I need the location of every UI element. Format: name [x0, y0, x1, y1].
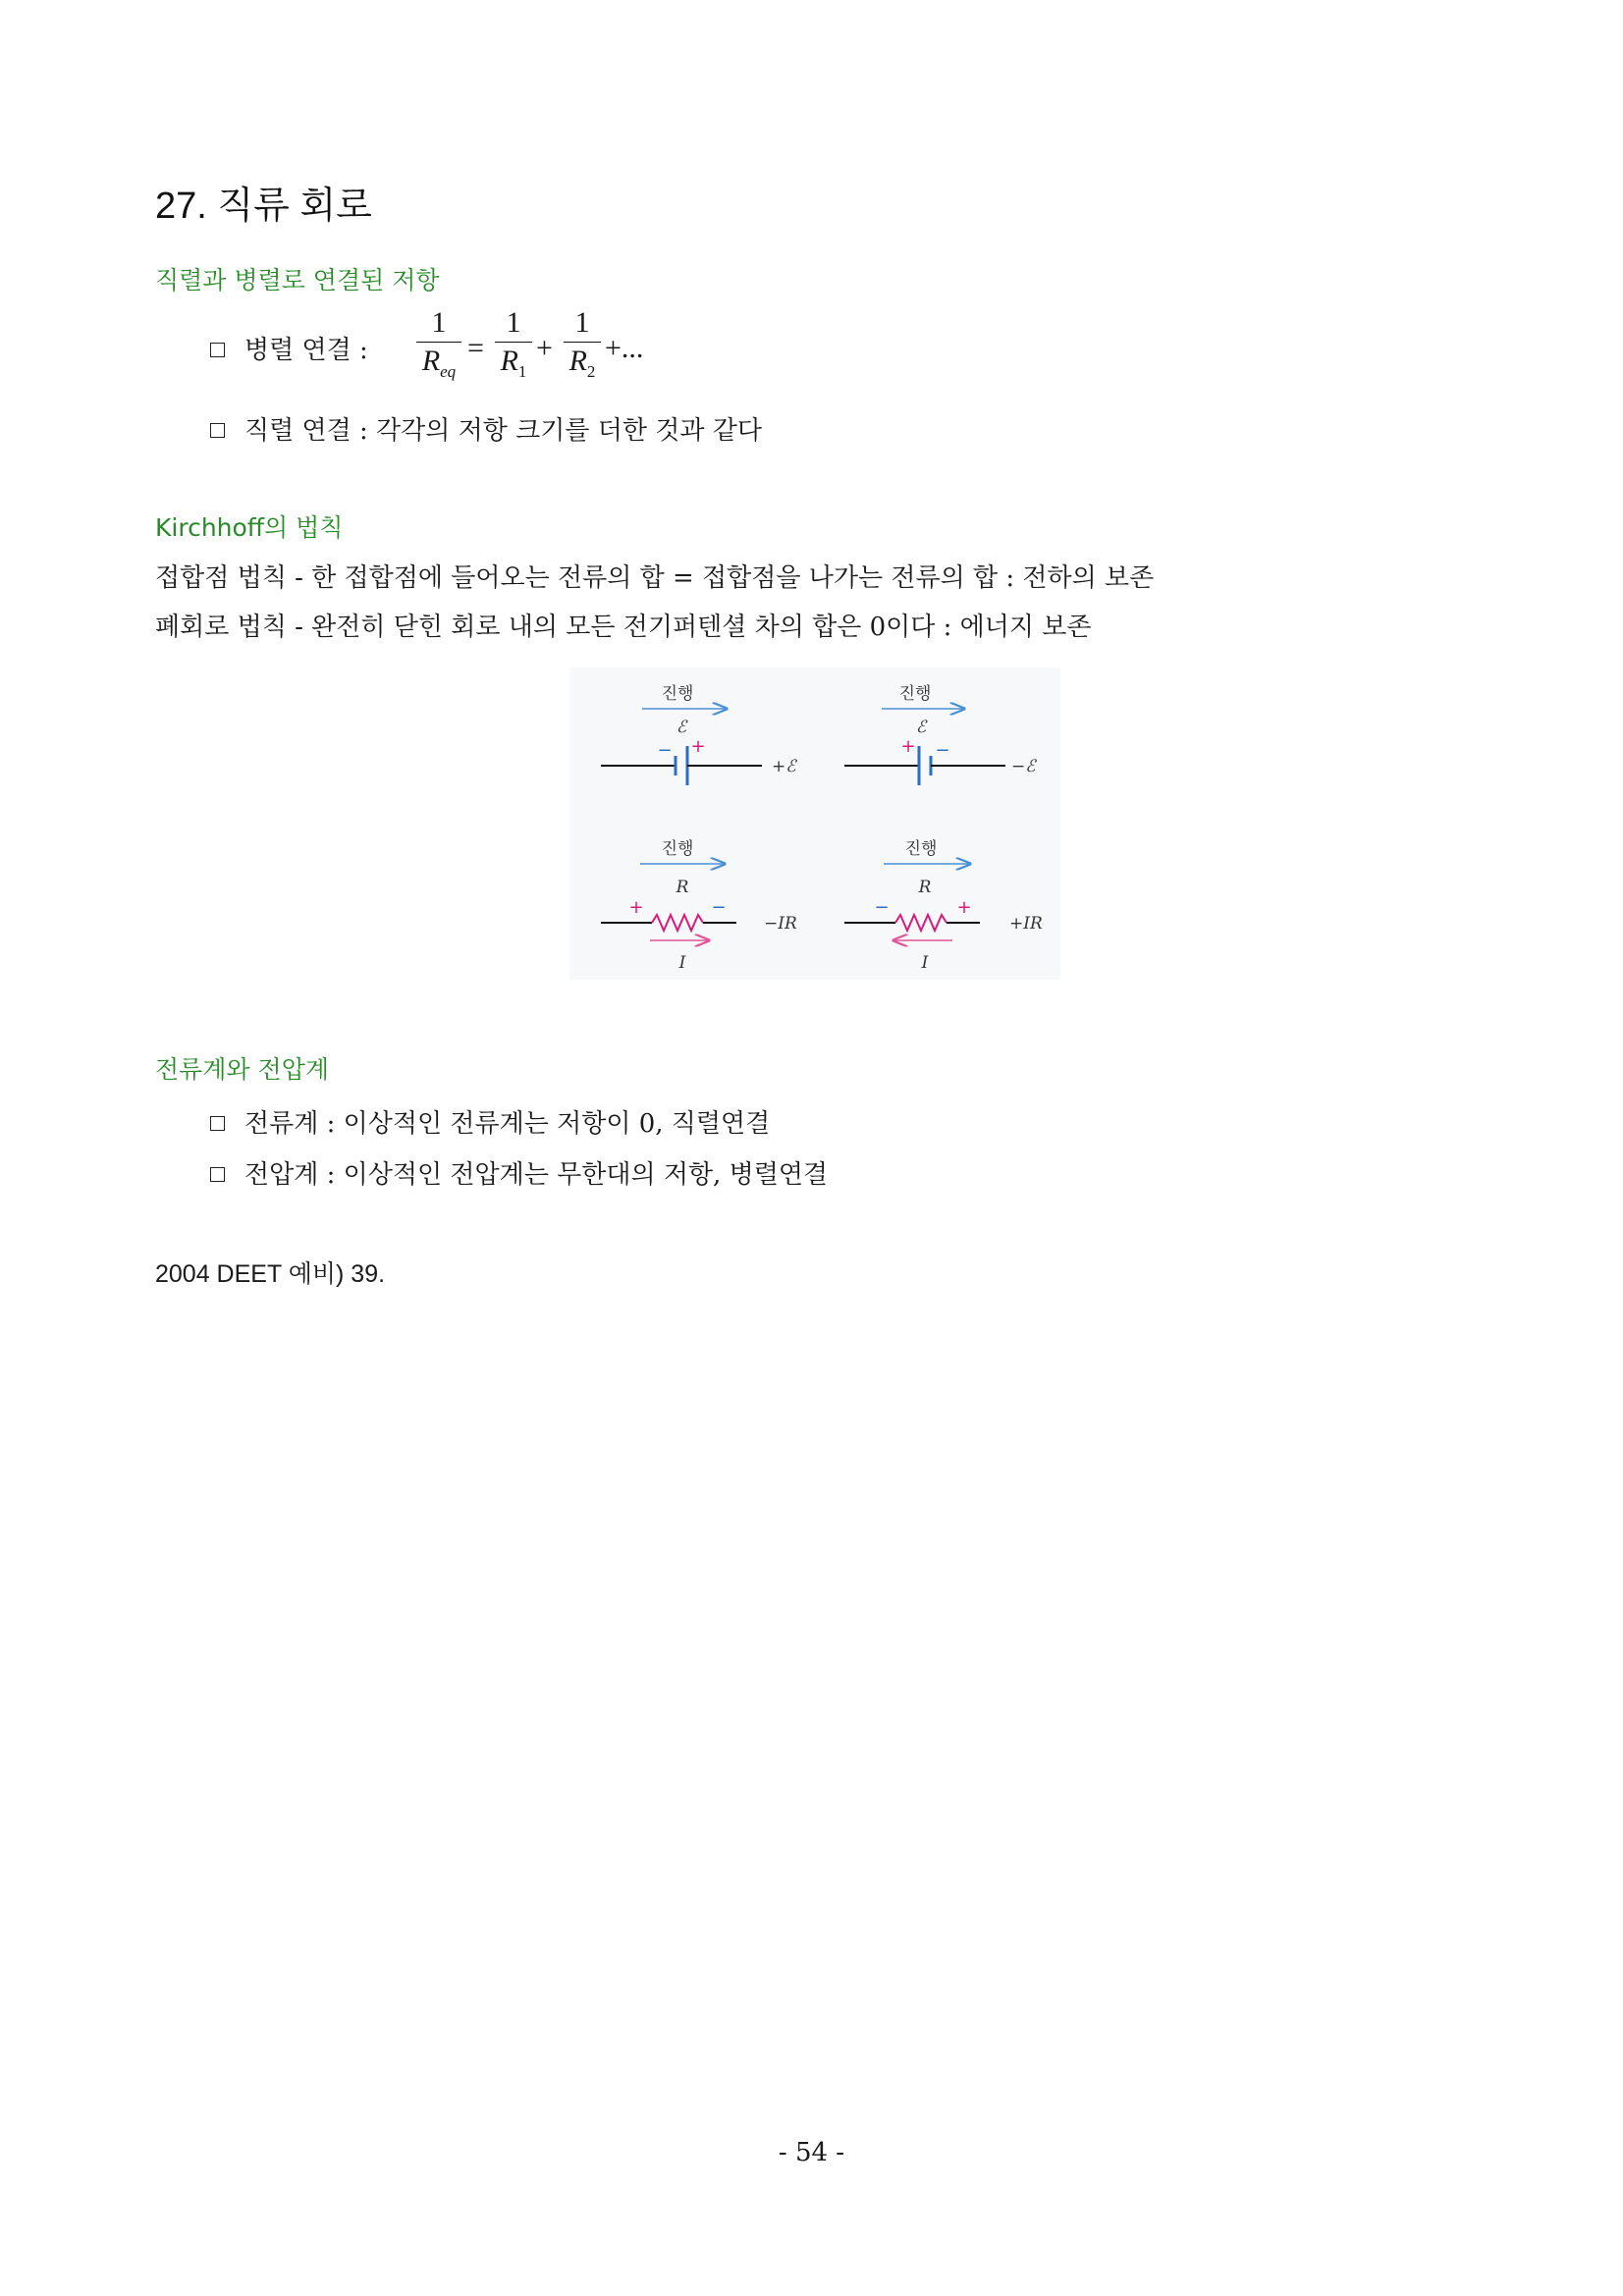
direction-label: 진행: [661, 684, 694, 704]
kirchhoff-sign-diagram: [569, 667, 1060, 980]
fraction-lhs: 1 $R_{eq}$: [416, 306, 461, 382]
direction-label: 진행: [898, 684, 932, 704]
page-title: 27. 직류 회로: [155, 186, 372, 227]
checkbox-icon: [210, 1116, 225, 1131]
voltmeter-text: 전압계 : 이상적인 전압계는 무한대의 저항, 병렬연결: [244, 1160, 829, 1190]
section-heading-meters: 전류계와 전압계: [155, 1055, 329, 1084]
direction-label: 진행: [661, 839, 694, 859]
page-number: - 54 -: [778, 2138, 845, 2167]
fraction-r2: 1 $R_2$: [564, 306, 601, 382]
series-text: 직렬 연결 : 각각의 저항 크기를 더한 것과 같다: [244, 416, 762, 446]
resistor-symbol: R: [676, 878, 689, 897]
plus-sign: +: [900, 736, 916, 757]
parallel-formula: 1 $R_{eq}$ = 1 $R_1$ + 1 $R_2$ +...: [0, 0, 1623, 412]
bullet-series: [210, 410, 762, 447]
fraction-r1: 1 $R_1$: [495, 306, 532, 382]
exam-reference: 2004 DEET 예비) 39.: [155, 1260, 386, 1288]
parallel-label: 병렬 연결 :: [244, 336, 368, 365]
bullet-ammeter: [210, 1103, 770, 1140]
ammeter-text: 전류계 : 이상적인 전류계는 저항이 0, 직렬연결: [244, 1109, 771, 1139]
loop-rule: 폐회로 법칙 - 완전히 닫힌 회로 내의 모든 전기퍼텐셜 차의 합은 0이다 : 에너지 보존: [155, 613, 1092, 642]
checkbox-icon: [210, 1167, 225, 1182]
result-label: +ℰ: [772, 757, 796, 776]
current-symbol: I: [921, 953, 929, 973]
minus-sign: −: [874, 897, 890, 918]
current-symbol: I: [678, 953, 686, 973]
result-label: −ℰ: [1011, 757, 1036, 776]
minus-sign: −: [711, 897, 727, 918]
direction-label: 진행: [904, 839, 938, 859]
resistor-symbol: R: [918, 878, 932, 897]
junction-rule: 접합점 법칙 - 한 접합점에 들어오는 전류의 합 = 접합점을 나가는 전류의 합 : 전하의 보존: [155, 563, 1155, 593]
bullet-voltmeter: [210, 1154, 828, 1191]
emf-symbol: ℰ: [915, 718, 927, 737]
result-label: +IR: [1009, 914, 1043, 934]
minus-sign: −: [935, 740, 950, 761]
minus-sign: −: [657, 740, 673, 761]
plus-sign: +: [628, 897, 644, 918]
result-label: −IR: [764, 914, 797, 934]
section-heading-kirchhoff: Kirchhoff의 법칙: [155, 513, 344, 542]
checkbox-icon: [210, 423, 225, 438]
emf-symbol: ℰ: [676, 718, 687, 737]
plus-sign: +: [956, 897, 972, 918]
plus-sign: +: [690, 736, 706, 757]
section-heading-resistors: 직렬과 병렬로 연결된 저항: [155, 266, 440, 294]
